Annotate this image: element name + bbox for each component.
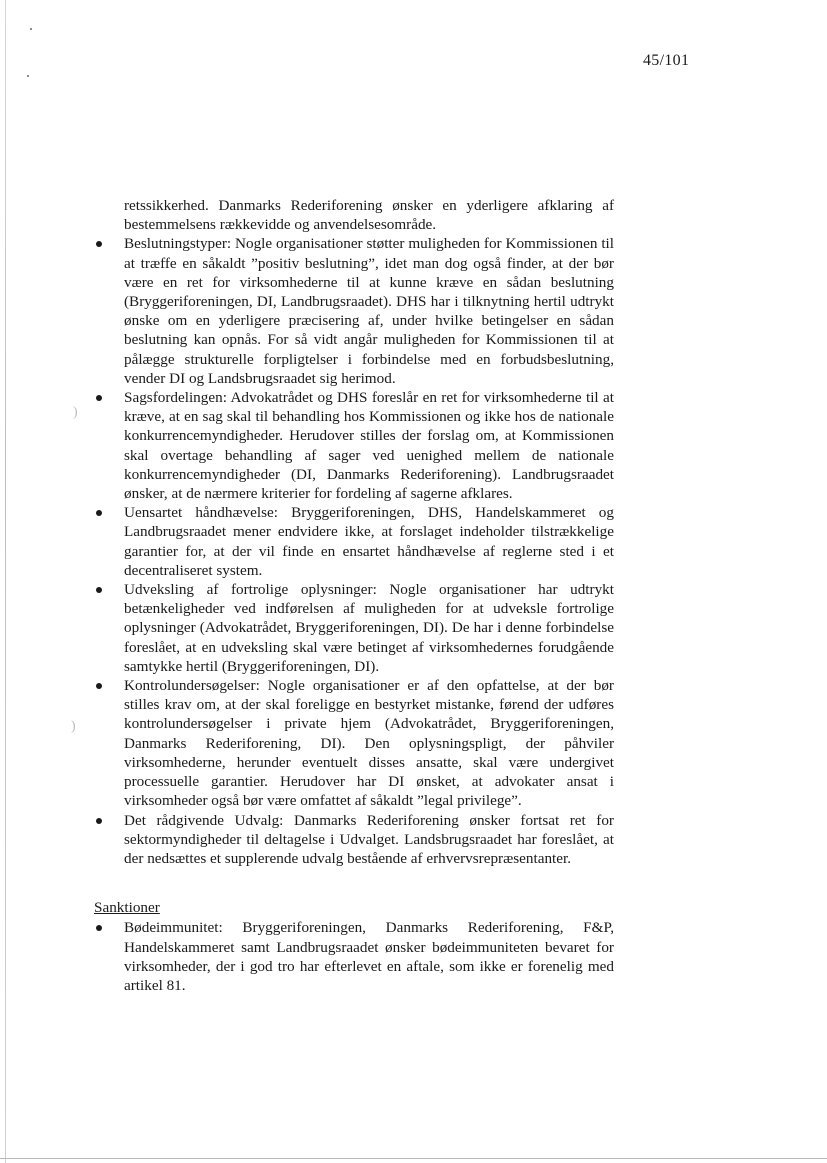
bullet-item-kontrolundersoegelser	[94, 676, 614, 810]
bullet-text: Det rådgivende Udvalg: Danmarks Rederiforening ønsker fortsat ret for sektormyndigheder til deltagelse i Udvalget. Landsbrugsraadet har foreslået, at der nedsættes et supplerende udvalg bestående af erhvervsrepræsentanter.	[124, 811, 614, 867]
bullet-dot-icon	[96, 818, 102, 824]
bullet-text: Sagsfordelingen: Advokatrådet og DHS foreslår en ret for virksomhederne til at kræve, at en sag skal til behandling hos Kommissionen og ikke hos de nationale konkurrencemyndigheder. Herudover stilles der forslag om, at Kommissionen skal overtage behandling af sager ved uenighed mellem de nationale konkurrencemyndigheder (DI, Danmarks Rederiforening). Landbrugsraadet ønsker, at de nærmere kriterier for fordeling af sagerne afklares.	[124, 389, 614, 503]
bullet-text: Beslutningstyper: Nogle organisationer støtter muligheden for Kommissionen til at træffe en såkaldt ”positiv beslutning”, idet man dog også finder, at der bør være en ret for virksomhederne til at kunne kræve en sådan beslutning (Bryggeriforeningen, DI, Landbrugsraadet). DHS har i tilknytning hertil udtrykt ønske om en yderligere præcisering af, under hvilke betingelser en sådan beslutning kan opnås. For så vidt angår muligheden for Kommissionen til at pålægge strukturelle forpligtelser i forbindelse med en forbudsbeslutning, vender DI og Landsbrugsraadet sig herimod.	[124, 235, 614, 387]
page-number: 45/101	[643, 52, 690, 69]
bullet-text: Udveksling af fortrolige oplysninger: Nogle organisationer har udtrykt betænkeligheder ved indførelsen af muligheden for at udveksle fortrolige oplysninger (Advokatrådet, Bryggeriforeningen, DI). De har i denne forbindelse foreslået, at en udveksling skal være betinget af virksomhedernes forudgående samtykke hertil (Bryggeriforeningen, DI).	[124, 581, 614, 675]
bullet-dot-icon	[96, 925, 102, 931]
scan-bottom-edge	[0, 1158, 827, 1159]
scan-speck	[30, 28, 32, 30]
bullet-item-beslutningstyper	[94, 234, 614, 388]
document-body	[94, 196, 614, 995]
scan-margin-mark: )	[71, 719, 76, 734]
scan-left-edge	[5, 0, 6, 1163]
bullet-item-uensartet-haandhaevelse	[94, 503, 614, 580]
sanctions-bullet-list	[94, 918, 614, 995]
section-heading-sanktioner: Sanktioner	[94, 899, 160, 917]
bullet-dot-icon	[96, 587, 102, 593]
bullet-item-boedeimmunitet	[94, 918, 614, 995]
bullet-dot-icon	[96, 510, 102, 516]
scan-speck	[27, 75, 29, 77]
bullet-dot-icon	[96, 241, 102, 247]
bullet-text: Uensartet håndhævelse: Bryggeriforeningen, DHS, Handelskammeret og Landbrugsraadet mener endvidere ikke, at forslaget indeholder tilstrækkelige garantier for, at der vil finde en ensartet håndhævelse af reglerne sted i et decentraliseret system.	[124, 504, 614, 579]
bullet-dot-icon	[96, 683, 102, 689]
intro-paragraph: retssikkerhed. Danmarks Rederiforening ønsker en yderligere afklaring af bestemmelsens rækkevidde og anvendelsesområde.	[124, 197, 614, 234]
bullet-text: Kontrolundersøgelser: Nogle organisationer er af den opfattelse, at der bør stilles krav om, at der skal foreligge en bestyrket mistanke, førend der udføres kontrolundersøgelser i private hjem (Advokatrådet, Bryggeriforeningen, Danmarks Rederiforening, DI). Den oplysningspligt, der påhviler virksomhederne, herunder eventuelt disses ansatte, skal være undergivet processuelle garantier. Herudover har DI ønsket, at advokater ansat i virksomheder også bør være omfattet af såkaldt ”legal privilege”.	[124, 677, 614, 810]
bullet-text: Bødeimmunitet: Bryggeriforeningen, Danmarks Rederiforening, F&P, Handelskammeret samt Landbrugsraadet ønsker bødeimmuniteten bevaret for virksomheder, der i god tro har efterlevet en aftale, som ikke er forenelig med artikel 81.	[124, 919, 614, 994]
bullet-item-raadgivende-udvalg	[94, 811, 614, 869]
consultation-bullet-list	[94, 234, 614, 868]
scan-margin-mark: )	[73, 405, 78, 420]
bullet-item-udveksling	[94, 580, 614, 676]
bullet-item-sagsfordelingen	[94, 388, 614, 503]
bullet-dot-icon	[96, 395, 102, 401]
